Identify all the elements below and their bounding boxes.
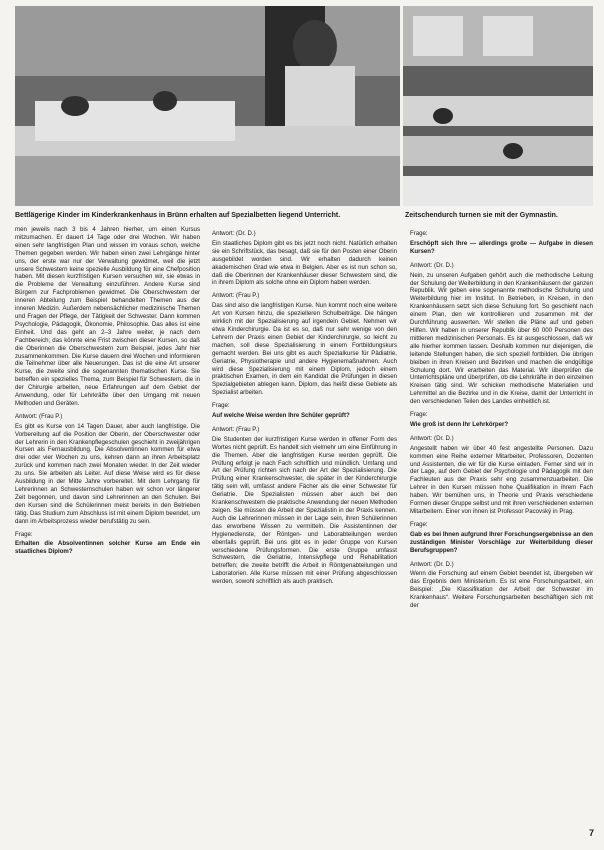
paragraph: Das sind also die langfristigen Kurse. Nun kommt noch eine weitere Art von Kursen hinzu, die spezielleren Schulbeiträge. Die hängen wirklich mit der Spezialisierung auf irgendein Gebiet. Nehmen wir etwa Kinderchirurgie. Da ist es so, daß nur sehr wenige von den Lehrern der Praxis einen Gebiet der Kinderchirurgie, so leicht zu machen, soll diese Spezialisierung in einem Fortbildungskurs gemacht werden. Bei uns gibt es auch Spezialkurse für Pädiatrie, Geriatrie, Physiotherapie und andere Hygienemaßnahmen. Auch wird diese Spezialisierung mit einem Diplom, jedoch einem praktischen Examen, in dem ein Kandidat die Prüfungen in diesen Spezialgebieten ablegen kann. Diplom, das heißt diese Gebiete als Spezialist arbeiten. [212, 302, 397, 397]
speaker-label: Antwort: (Frau P.) [212, 292, 260, 300]
speaker-label: Antwort: (Dr. D.) [410, 560, 454, 568]
speaker-label: Antwort: (Dr. D.) [212, 230, 256, 237]
question: Erhalten die Absolventinnen solcher Kurse am Ende ein staatliches Diplom? [15, 540, 200, 556]
bedridden-children-photo-illustration [15, 6, 400, 206]
question: Gab es bei Ihnen aufgrund Ihrer Forschungsergebnisse an den zuständigen Minister Vorschläge zur Weiterbildung dieser Berufsgruppen? [410, 530, 593, 554]
text-column-3 [410, 226, 593, 836]
page-number: 7 [588, 828, 594, 838]
paragraph: Wenn die Forschung auf einem Gebiet beendet ist, übergeben wir das Ergebnis dem Ministerium. Es ist eine Forschungsarbeit, ein Beispiel: „Die Klassifikation der Arbeit der Schwester im Krankenhaus“. Weitere Forschungsarbeiten beschäftigen sich mit der [410, 570, 593, 610]
question: Wie groß ist denn Ihr Lehrkörper? [410, 420, 509, 428]
paragraph: Es gibt es Kurse von 14 Tagen Dauer, aber auch langfristige. Die Vorbereitung auf die Position der Oberin, der Oberschwester oder der Lehrerin in den Krankenpflegeschulen geschieht in zweijährigen Kursen als Fernausbildung. Die Absolventinnen kommen für etwa drei oder vier Wochen zu uns, kehren dann an ihren Arbeitsplatz zurück und kommen nach zwei Monaten wieder. In der Zeit wieder zu uns. Sie arbeiten als Leiter. Auf diese Weise wird es für diese Ausbildung in der Mitte Jahre vorbereitet. Mit dem Lehrgang für Lehrerinnen an Schwesternschulen haben wir schon vor längerer Zeit begonnen, und davon sind Lehrerinnen an den Schulen. Bei den Kursen sind die Schülerinnen meist bereits in den Betrieben tätig. Das Studium zum Abschluss ist mit einem Diplom beendet, um dann im Arbeitsprozess wieder berufstätig zu sein. [15, 422, 200, 525]
speaker-label: Frage: [15, 530, 33, 538]
classroom-photo [15, 6, 400, 206]
paragraph: Angestellt haben wir über 40 fest angestellte Personen. Dazu kommen eine Reihe externer Mitarbeiter, Professoren, Dozenten und Assistenten, die wir für die Kurse einladen. Ferner sind wir in der Lage, auf dem Gebiet der Psychologie und Pädagogik mit den Fachleuten aus der Praxis sehr eng zusammenzuarbeiten. Die Lehrer in den Kursen müssen hohe Qualifikation in ihrem Fach haben. Wir bemühen uns, in Theorie und Praxis verschiedene Formen dieser Gruppe selbst und mit ihren verschiedenen externen Mitarbeitern. Einer von ihnen ist Professor Pacovský in Prag. [410, 444, 593, 515]
speaker-label: Antwort: (Frau P.) [15, 412, 63, 420]
speaker-label: Antwort: (Dr. D.) [410, 434, 454, 442]
gymnastics-photo [403, 6, 593, 206]
speaker-label: Frage: [410, 411, 428, 419]
gymnastics-photo-illustration [403, 6, 593, 206]
speaker-label: Frage: [410, 520, 428, 528]
question: Erschöpft sich Ihre — allerdings große — Aufgabe in diesen Kursen? [410, 239, 593, 255]
speaker-label: Frage: [212, 402, 230, 410]
photo-caption-right: Zeitschendurch turnen sie mit der Gymnastin. [405, 212, 558, 219]
photo-caption-left: Bettlägerige Kinder im Kinderkrankenhaus in Brünn erhalten auf Spezialbetten liegend Unterricht. [15, 212, 341, 219]
paragraph: Ein staatliches Diplom gibt es bis jetzt noch nicht. Natürlich erhalten sie ein Schriftstück, das besagt, daß sie für den Posten einer Oberin ausgebildet worden sind. Wir erhalten dadurch keinen akademischen Grad wie etwa in Belgien. Aber es ist nun schon so, daß die Oberinnen der Krankenhäuser dieser Schwestern sind, die in ihrem Diplom als solche ohne ein Diplom haben werden. [212, 239, 397, 287]
paragraph: men jeweils nach 3 bis 4 Jahren hierher, um einen Kursus mitzumachen. Er dauert 14 Tage oder drei Wochen. Wir haben einen sehr langfristigen Plan und wissen im voraus schon, welche Themen gegeben werden. Wir haben einen zwei Lehrgänge hinter uns, der erste war nur der Verwaltung gewidmet, weil die jetzt unsere Schwestern keine spezielle Ausbildung für eine Chefposition haben. Mit diesen kurzfristigen Kursen versuchen wir, sie etwas in die Probleme der Verwaltung einzuführen. Andere Kurse sind Bürgern zur Fachproblemen gewidmet. Die Oberschwestern der inneren Abteilung zum Beispiel behandelten Themen aus der inneren Medizin. Außerdem nebensächlicher medizinische Themen und Fragen der Pflege, der Tätigkeit der Schwester. Dann kommen Psychologie, Pädagogik, Ökonomie, Philosophie. Das alles ist eine Einheit. Und das geht an 2–3 Jahre weiter, je nach dem Fachbereich; das könnte eine Frist zwischen dieser Kursen, so daß die Oberinnen die Oberschwestern zum Beispiel, jedes Jahr hier zusammenkommen. Die Kurse dauern drei Wochen und informieren die Teilnehmer über alle Neuerungen. Das ist die eine Art unserer Kurse, die zweite sind die sogenannten thematischen Kurse. Sie betreffen ein spezielles Thema, zum Beispiel für Schwestern, die in der Chirurgie arbeiten, neue Erfahrungen auf dem Gebiet der Anwendung, oder für Lehrkräfte über den Umgang mit neuen Methoden und Geräten. [15, 226, 200, 407]
speaker-label: Antwort: (Frau P.) [212, 425, 260, 433]
paragraph: Die Studenten der kurzfristigen Kurse werden in offener Form des Wortes nicht geprüft. Es handelt sich vielmehr um eine Einführung in die Themen. Aber die langfristigen Kurse werden geprüft. Die Prüfung erfolgt je nach Fach schriftlich und mündlich. Umfang und Art der Prüfung richten sich nach der Art der Spezialisierung. Die Prüfung einer Krankenschwester, die später in der Kinderchirurgie tätig sein will, umfasst andere Fächer als die einer Schwester für Geriatrie. Die Spezialisten müssen aber auch bei den Krankenschwestern die praktische Anwendung der neuen Methoden zeigen. Sie müssen die Arbeit der Spezialistin in der Praxis kennen. Auch die Lehrerinnen müssen in der Lage sein, ihren Schülerinnen das erworbene Wissen zu vermitteln. Die Assistentinnen der Hygienedienste, der Röntgen- und Laborabteilungen werden ebenfalls geprüft. Bei uns gibt es in jeder Gruppe von Kursen verschiedene Prüfungsformen. Die erste Gruppe umfasst Schwestern, die Geriatrie, Intensivpflege und Rehabilitation betreffen; die zweite betrifft die Arbeit in Röntgenabteilungen und Laboratorien. Alle Kurse müssen mit einer Prüfung abgeschlossen werden, sowohl schriftlich als auch praktisch. [212, 435, 397, 586]
speaker-label: Antwort: (Dr. D.) [410, 261, 454, 269]
text-column-1 [15, 226, 200, 836]
question: Auf welche Weise werden Ihre Schüler geprüft? [212, 412, 350, 420]
speaker-label: Frage: [410, 230, 428, 237]
text-column-2 [212, 226, 397, 836]
paragraph: Nein, zu unseren Aufgaben gehört auch die methodische Leitung der Schulung der Weiterbildung in den Krankenhäusern der ganzen Republik. Wir geben eine sogenannte methodische Schulung und Weiterbildung hier im Institut. In Betrieben, in Kreisen, in den Krankenhäusern setzt sich diese Schulung fort. So geschieht nach einem Plan, den wir kontrollieren und zusammen mit der Durchführung auswerten. Wir stellen die Pläne auf und geben Hilfen. Wir haben in unserer Republik über 60 000 Personen des mittleren medizinischen Personals. Es ist ausgeschlossen, daß wir alle hierher kommen lassen. Deshalb kommen nur diejenigen, die leitende Stellungen haben, die sich speziell fortbilden. Die übrigen bleiben in ihren Kreisen und Bezirken und machen die endgültige Schulung dort. Wir erarbeiten das Material. Wir überprüfen die Unterrichtspläne und überprüfen, ob die Lehrkräfte in den einzelnen Kreisen tätig sind. Wir schicken methodische Materialien und Lehrmittel an die Bezirke und in die Kreise, damit der Unterricht in den verschiedenen Teilen des Landes einheitlich ist. [410, 271, 593, 406]
